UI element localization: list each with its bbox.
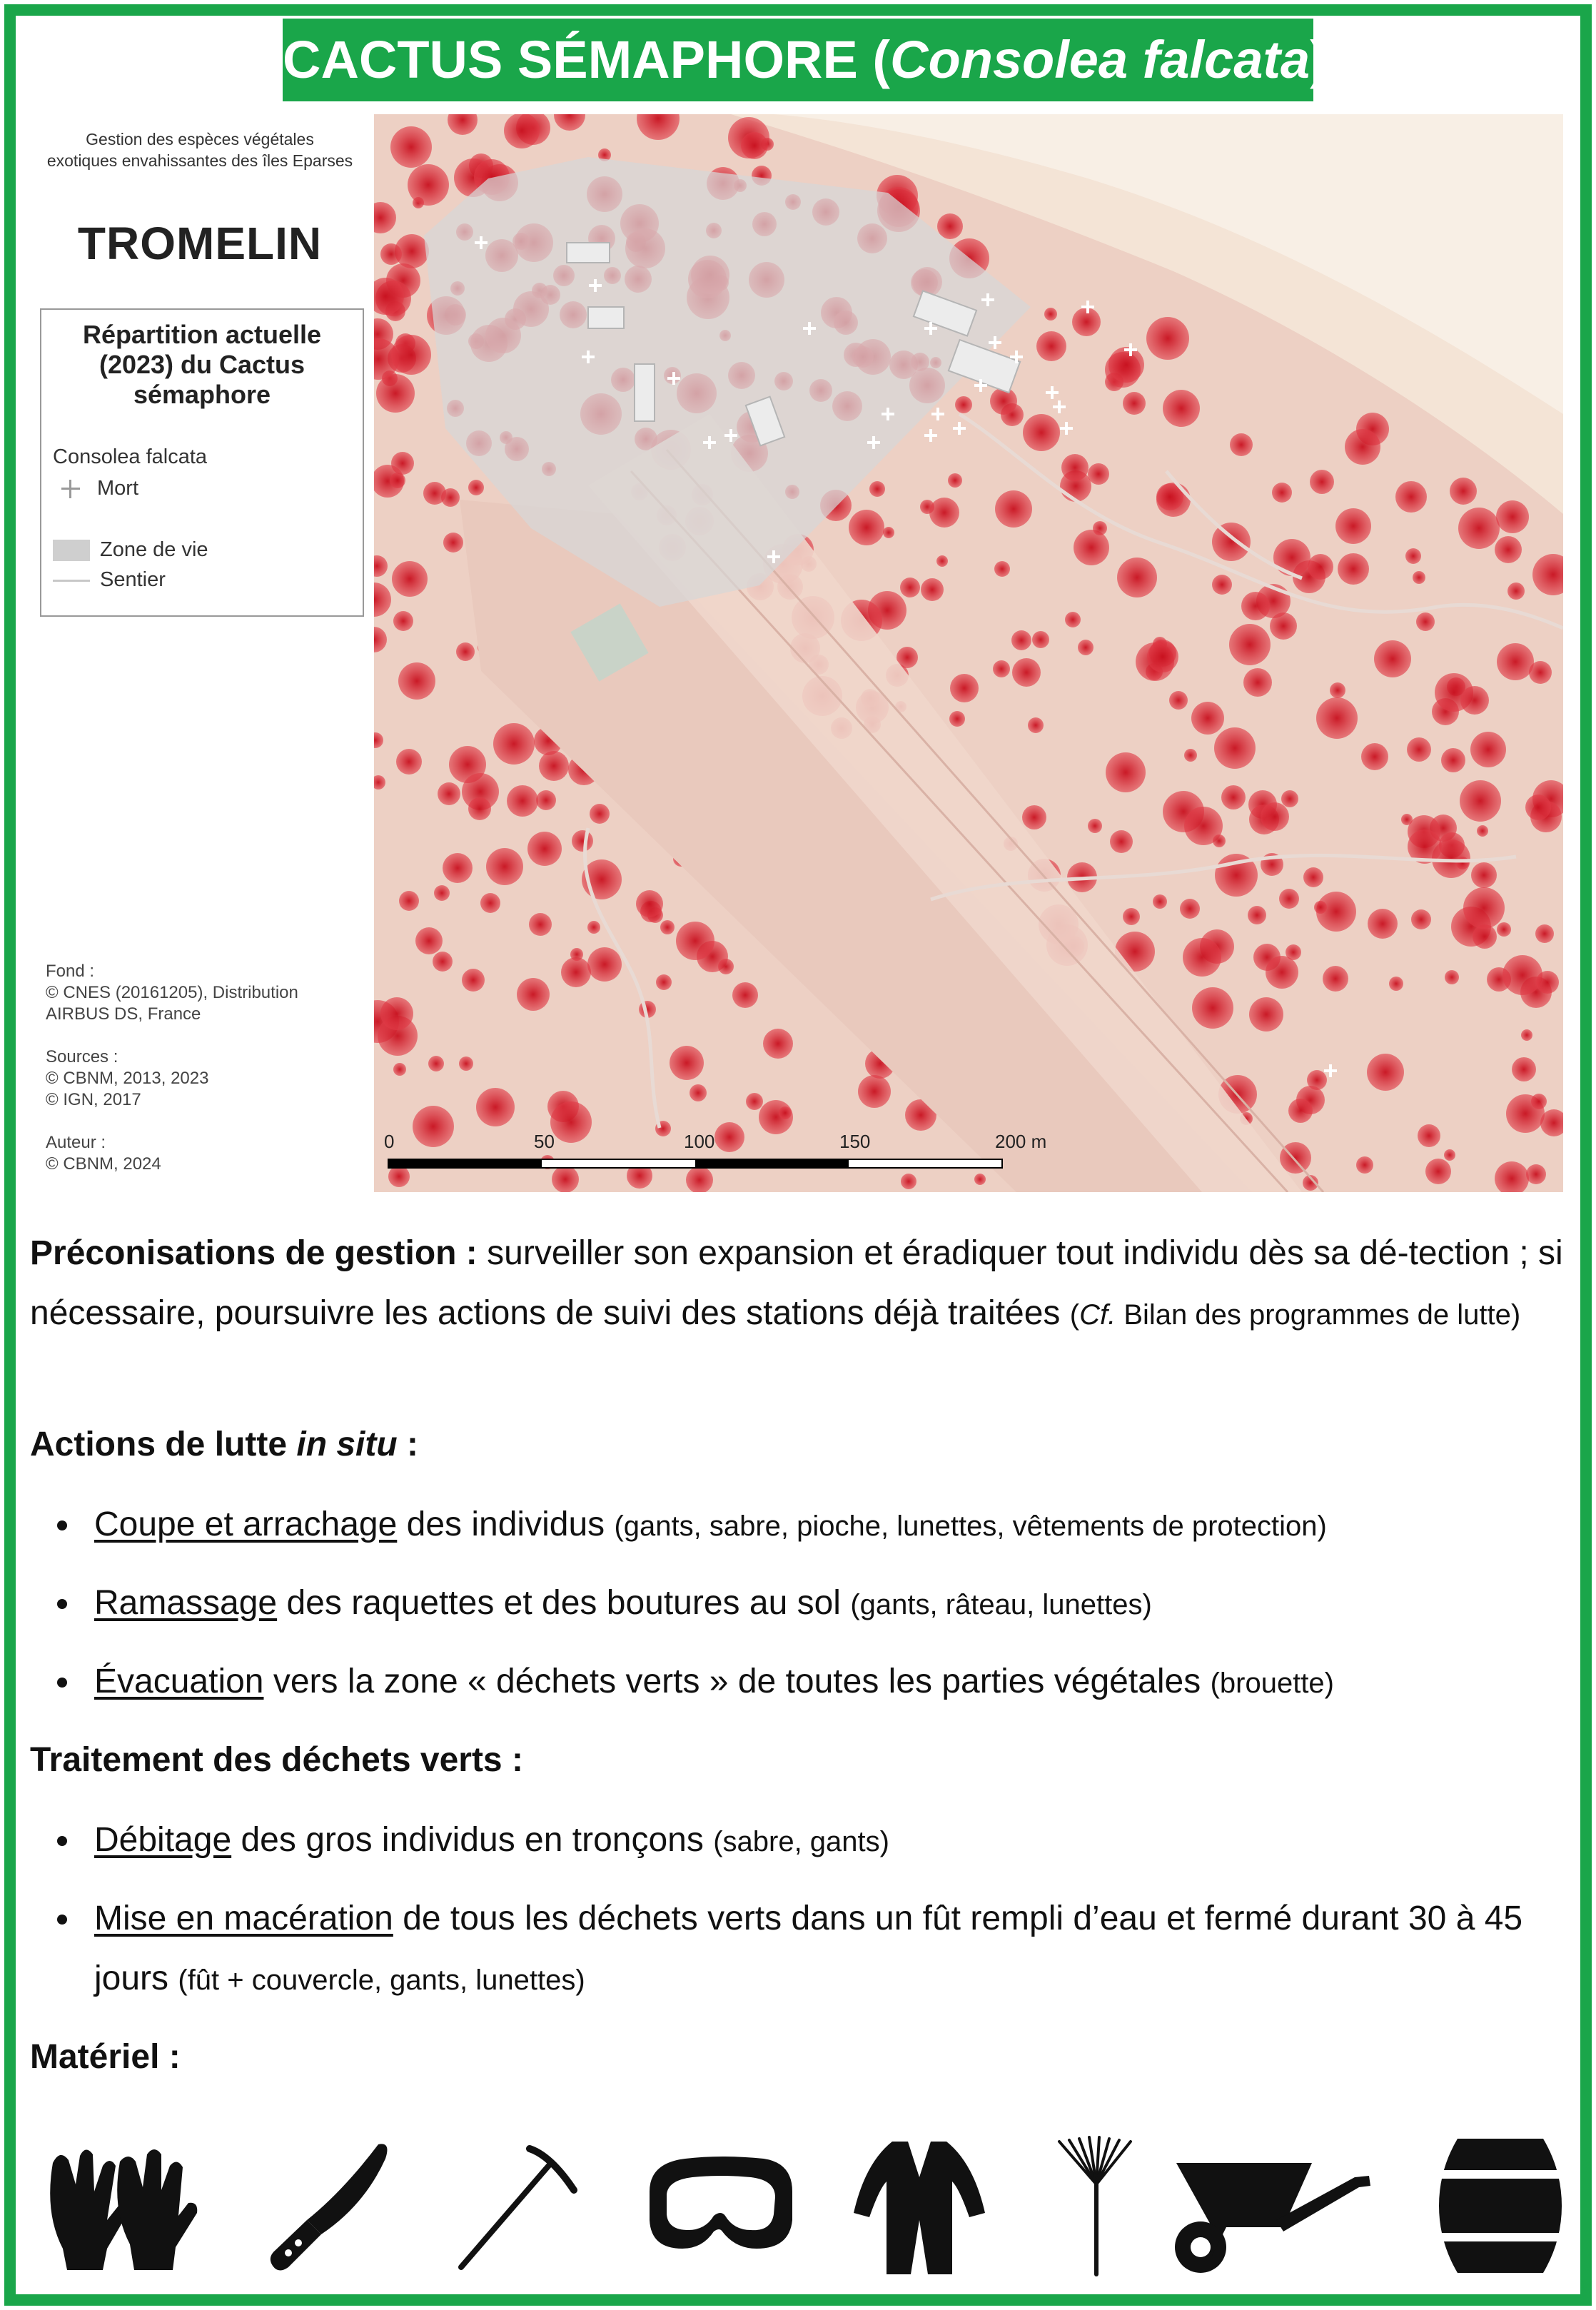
vegetation-patch <box>955 396 972 413</box>
vegetation-patch <box>1425 1159 1451 1184</box>
plus-icon <box>61 480 80 498</box>
vegetation-patch <box>1184 749 1197 762</box>
vegetation-patch <box>1032 631 1049 648</box>
vegetation-patch <box>1214 727 1256 769</box>
satellite-map <box>374 114 1563 1192</box>
vegetation-patch <box>1411 909 1431 929</box>
vegetation-patch <box>1288 1099 1313 1123</box>
vegetation-patch <box>1495 536 1522 563</box>
vegetation-patch <box>587 921 600 934</box>
vegetation-patch <box>974 1174 986 1185</box>
vegetation-patch <box>1497 922 1511 937</box>
vegetation-patch <box>1061 454 1089 481</box>
legend-item-mort: Mort <box>53 477 138 500</box>
vegetation-patch <box>1418 1124 1440 1147</box>
vegetation-patch <box>950 674 979 702</box>
vegetation-patch <box>636 890 663 917</box>
vegetation-patch <box>1512 1057 1536 1081</box>
vegetation-patch <box>1123 908 1140 925</box>
preconisations-paragraph: Préconisations de gestion : surveiller son expansion et éradiquer tout individu dès sa dé-tection ; si nécessaire, poursuivre les actions de suivi des stations déjà traitées (Cf. Bilan des programmes de lutte) <box>30 1234 1563 1332</box>
dead-cactus-marker <box>1060 422 1073 435</box>
vegetation-patch <box>763 1029 793 1059</box>
vegetation-patch <box>1023 414 1060 451</box>
vegetation-patch <box>718 959 734 974</box>
vegetation-patch <box>529 913 552 936</box>
vegetation-patch <box>539 751 569 781</box>
vegetation-patch <box>1169 691 1188 710</box>
materiel-heading: Matériel : <box>30 2038 181 2076</box>
vegetation-patch <box>1316 697 1358 739</box>
vegetation-patch <box>393 611 413 631</box>
dead-cactus-marker <box>1053 400 1066 413</box>
vegetation-patch <box>1266 956 1298 989</box>
actions-heading: Actions de lutte in situ : <box>30 1426 419 1463</box>
vegetation-patch <box>1108 347 1144 383</box>
vegetation-patch <box>1088 819 1102 833</box>
vegetation-patch <box>468 797 491 820</box>
vegetation-patch <box>507 785 538 817</box>
vegetation-patch <box>1212 575 1232 595</box>
dead-cactus-marker <box>924 429 937 442</box>
vegetation-patch <box>1471 862 1497 888</box>
vegetation-patch <box>456 642 475 661</box>
vegetation-patch <box>570 948 583 961</box>
vegetation-patch <box>714 1122 744 1152</box>
vegetation-patch <box>1526 1164 1546 1184</box>
vegetation-patch <box>399 891 419 911</box>
vegetation-patch <box>1441 748 1465 772</box>
vegetation-patch <box>448 114 478 135</box>
vegetation-patch <box>1536 971 1559 994</box>
map-credits: Fond : © CNES (20161205), Distribution AIRBUS DS, France Sources : © CBNM, 2013, 2023 © IGN, 2017 Auteur : © CBNM, 2024 <box>46 962 298 1174</box>
vegetation-patch <box>1444 1149 1455 1161</box>
scale-label-0: 0 <box>384 1131 395 1152</box>
vegetation-patch <box>1310 470 1334 494</box>
scale-label-50: 50 <box>534 1131 555 1152</box>
vegetation-patch <box>990 388 1017 415</box>
vegetation-patch <box>1117 558 1157 597</box>
vegetation-patch <box>1450 478 1477 505</box>
vegetation-patch <box>1314 901 1327 914</box>
vegetation-patch <box>462 969 485 992</box>
vegetation-patch <box>1191 702 1224 735</box>
vegetation-patch <box>686 1166 713 1192</box>
vegetation-patch <box>1308 554 1333 580</box>
vegetation-patch <box>396 749 422 775</box>
vegetation-patch <box>921 578 944 601</box>
vegetation-patch <box>1044 308 1057 321</box>
list-item: Coupe et arrachage des individus (gants, sabre, pioche, lunettes, vêtements de protection) <box>94 1495 1572 1556</box>
vegetation-patch <box>994 561 1010 577</box>
vegetation-patch <box>1535 924 1554 943</box>
vegetation-patch <box>1525 795 1551 820</box>
vegetation-patch <box>949 711 965 727</box>
vegetation-patch <box>374 627 387 652</box>
vegetation-patch <box>1036 331 1066 361</box>
vegetation-patch <box>1532 554 1563 595</box>
vegetation-patch <box>948 473 962 488</box>
vegetation-patch <box>374 202 396 233</box>
vegetation-patch <box>398 662 435 700</box>
vegetation-patch <box>1248 906 1266 924</box>
vegetation-patch <box>1106 752 1146 792</box>
vegetation-patch <box>480 893 500 913</box>
vegetation-patch <box>374 775 385 790</box>
vegetation-patch <box>779 1106 792 1119</box>
vegetation-patch <box>1323 966 1348 992</box>
legend-species: Consolea falcata <box>53 445 208 468</box>
vegetation-patch <box>380 997 413 1030</box>
scale-label-100: 100 <box>684 1131 715 1152</box>
vegetation-patch <box>391 335 431 375</box>
vegetation-patch <box>1281 790 1298 807</box>
vegetation-patch <box>1463 887 1505 929</box>
vegetation-patch <box>1011 630 1031 650</box>
vegetation-patch <box>468 480 484 495</box>
vegetation-patch <box>746 1093 763 1110</box>
vegetation-patch <box>527 832 562 866</box>
vegetation-patch <box>660 920 675 934</box>
vegetation-patch <box>1368 909 1398 939</box>
vegetation-patch <box>1192 987 1233 1029</box>
vegetation-patch <box>1272 483 1292 503</box>
vegetation-patch <box>390 126 432 168</box>
vegetation-patch <box>1078 640 1094 655</box>
legend-item-sentier: Sentier <box>53 568 166 592</box>
list-item: Mise en macération de tous les déchets verts dans un fût rempli d’eau et fermé durant 30 à 45 jours (fût + couvercle, gants, lunettes) <box>94 1889 1572 2010</box>
vegetation-patch <box>676 922 714 960</box>
traitement-heading: Traitement des déchets verts : <box>30 1741 523 1779</box>
vegetation-patch <box>434 885 450 901</box>
list-item: Ramassage des raquettes et des boutures au sol (gants, râteau, lunettes) <box>94 1573 1572 1635</box>
vegetation-patch <box>1088 463 1109 485</box>
goggles-icon <box>642 2134 799 2277</box>
vegetation-patch <box>1395 481 1427 513</box>
scale-label-150: 150 <box>839 1131 871 1152</box>
vegetation-patch <box>380 243 402 265</box>
vegetation-patch <box>1497 643 1534 680</box>
vegetation-patch <box>1338 553 1369 585</box>
vegetation-patch <box>1413 571 1425 584</box>
equipment-icons <box>30 2134 1565 2284</box>
vegetation-patch <box>393 1063 406 1076</box>
vegetation-patch <box>1147 641 1178 672</box>
vegetation-patch <box>1028 717 1044 733</box>
vegetation-patch <box>561 957 591 987</box>
vegetation-patch <box>1531 1094 1547 1109</box>
vegetation-patch <box>1496 500 1529 533</box>
vegetation-patch <box>901 1174 916 1189</box>
vegetation-patch <box>1012 658 1041 687</box>
vegetation-patch <box>443 533 463 553</box>
vegetation-patch <box>392 561 428 597</box>
vegetation-patch <box>1470 732 1506 767</box>
vegetation-patch <box>587 947 622 982</box>
vegetation-patch <box>1456 857 1469 869</box>
vegetation-patch <box>1249 997 1283 1032</box>
vegetation-patch <box>590 804 610 824</box>
vegetation-patch <box>637 114 680 140</box>
list-item: Évacuation vers la zone « déchets verts » de toutes les parties végétales (brouette) <box>94 1652 1572 1713</box>
zone-swatch <box>53 540 90 561</box>
map-image <box>374 114 1563 1192</box>
dead-cactus-marker <box>931 408 944 420</box>
vegetation-patch <box>413 1106 454 1147</box>
vegetation-patch <box>408 164 449 206</box>
vegetation-patch <box>486 848 523 885</box>
vegetation-patch <box>476 1088 515 1126</box>
vegetation-patch <box>995 490 1032 528</box>
vegetation-patch <box>459 1056 473 1071</box>
vegetation-patch <box>554 114 585 131</box>
vegetation-patch <box>1243 668 1272 697</box>
vegetation-patch <box>1270 612 1297 640</box>
dead-cactus-marker <box>1324 1064 1337 1077</box>
vegetation-patch <box>1110 830 1133 853</box>
vegetation-patch <box>1367 1054 1404 1091</box>
vegetation-patch <box>741 132 768 159</box>
vegetation-patch <box>390 473 405 488</box>
list-item: Débitage des gros individus en tronçons (sabre, gants) <box>94 1810 1572 1872</box>
vegetation-patch <box>1065 612 1081 627</box>
vegetation-patch <box>993 660 1010 677</box>
vegetation-patch <box>1477 825 1488 837</box>
vegetation-patch <box>1279 889 1299 909</box>
vegetation-patch <box>1345 429 1380 465</box>
vegetation-patch <box>1416 612 1435 631</box>
vegetation-patch <box>1163 390 1200 427</box>
vegetation-patch <box>1286 944 1301 960</box>
vegetation-patch <box>1180 899 1200 919</box>
vegetation-patch <box>1241 592 1270 620</box>
vegetation-patch <box>929 498 959 528</box>
vegetation-patch <box>438 782 460 805</box>
vegetation-patch <box>443 853 473 883</box>
vegetation-patch <box>517 978 550 1011</box>
vegetation-patch <box>1146 317 1189 360</box>
vegetation-patch <box>433 952 453 972</box>
vegetation-patch <box>1507 582 1525 600</box>
dead-cactus-marker <box>953 422 966 435</box>
scale-label-200: 200 m <box>995 1131 1047 1152</box>
vegetation-patch <box>550 1101 592 1143</box>
barrel-icon <box>1436 2134 1565 2277</box>
vegetation-patch <box>1221 785 1246 809</box>
vegetation-patch <box>1521 1029 1532 1041</box>
map-legend <box>40 308 364 617</box>
machete-icon <box>257 2134 400 2277</box>
vegetation-patch <box>1458 508 1500 549</box>
vegetation-patch <box>858 1075 891 1108</box>
vegetation-patch <box>1153 894 1167 909</box>
vegetation-patch <box>869 481 885 497</box>
vegetation-patch <box>1273 539 1310 576</box>
vegetation-patch <box>1502 955 1542 995</box>
vegetation-patch <box>374 582 391 617</box>
wheelbarrow-icon <box>1162 2134 1376 2277</box>
vegetation-patch <box>849 510 884 545</box>
vegetation-patch <box>1093 521 1107 535</box>
vegetation-patch <box>1389 977 1403 991</box>
vegetation-patch <box>1460 686 1489 715</box>
vegetation-patch <box>504 114 540 148</box>
vegetation-patch <box>1374 640 1411 677</box>
page-title: CACTUS SÉMAPHORE (Consolea falcata) <box>283 19 1313 101</box>
vegetation-patch <box>1261 802 1289 831</box>
vegetation-patch <box>1229 624 1271 665</box>
vegetation-patch <box>883 527 894 538</box>
vegetation-patch <box>1460 780 1501 822</box>
coverall-icon <box>848 2134 991 2277</box>
vegetation-patch <box>1123 392 1146 415</box>
vegetation-patch <box>1022 805 1046 829</box>
vegetation-patch <box>656 974 672 990</box>
vegetation-patch <box>1183 938 1221 977</box>
vegetation-patch <box>1405 548 1421 564</box>
vegetation-patch <box>493 723 535 765</box>
map-header: Gestion des espèces végétales exotiques envahissantes des îles Eparses <box>46 130 353 170</box>
vegetation-patch <box>552 1166 579 1192</box>
vegetation-patch <box>572 830 593 852</box>
site-name: TROMELIN <box>77 218 323 269</box>
vegetation-patch <box>428 1056 444 1071</box>
gloves-icon <box>39 2134 203 2277</box>
vegetation-patch <box>415 927 443 954</box>
vegetation-patch <box>1230 433 1253 456</box>
vegetation-patch <box>1445 970 1459 984</box>
vegetation-patch <box>1356 1156 1373 1174</box>
legend-title: Répartition actuelle (2023) du Cactus sémaphore <box>82 320 322 409</box>
rake-icon <box>1046 2134 1146 2277</box>
vegetation-patch <box>1495 1161 1529 1192</box>
dead-cactus-marker <box>1046 386 1059 399</box>
vegetation-patch <box>423 482 446 505</box>
vegetation-patch <box>670 1046 704 1080</box>
vegetation-patch <box>536 790 556 810</box>
path-line-icon <box>53 580 90 582</box>
vegetation-patch <box>1213 834 1226 847</box>
vegetation-patch <box>1407 737 1431 762</box>
vegetation-patch <box>1074 530 1109 565</box>
vegetation-patch <box>690 1084 707 1101</box>
vegetation-patch <box>374 555 388 577</box>
vegetation-patch <box>900 578 920 597</box>
legend-item-zone: Zone de vie <box>53 538 208 562</box>
vegetation-patch <box>732 982 758 1008</box>
vegetation-patch <box>374 732 383 748</box>
vegetation-patch <box>1303 867 1323 887</box>
vegetation-patch <box>1330 682 1345 698</box>
pickaxe-icon <box>444 2134 587 2277</box>
vegetation-patch <box>1212 523 1251 561</box>
vegetation-patch <box>1335 508 1371 544</box>
vegetation-patch <box>388 1166 410 1187</box>
vegetation-patch <box>936 555 948 567</box>
vegetation-patch <box>1361 743 1388 770</box>
vegetation-patch <box>376 374 415 413</box>
